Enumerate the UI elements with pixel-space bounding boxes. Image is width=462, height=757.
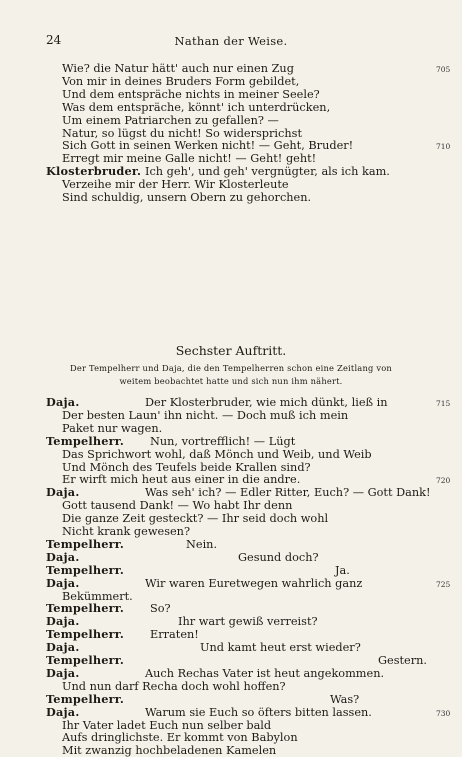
verse-line: Und nun darf Recha doch wohl hoffen? [62, 679, 286, 693]
speaker-name: Daja. [46, 614, 80, 629]
verse-line: Sind schuldig, unsern Obern zu gehorchen. [62, 191, 312, 204]
verse-line: Was dem entspräche, könnt' ich unterdrücken, [62, 100, 331, 114]
line-number: 705 [436, 65, 451, 74]
speaker-name: Daja. [46, 575, 80, 590]
verse-line: Um einem Patriarchen zu gefallen? — [62, 113, 279, 127]
speaker-name: Tempelherr. [46, 653, 125, 667]
speech-text: Auch Rechas Vater ist heut angekommen. [145, 666, 385, 680]
speech-text: So? [150, 602, 171, 616]
speaker-name: Daja. [46, 704, 80, 719]
speech-text: Gesund doch? [238, 550, 319, 564]
speaker-name: Tempelherr. [46, 433, 125, 448]
speech-text: Der Klosterbruder, wie mich dünkt, ließ in [145, 396, 388, 409]
verse-line: Und dem entspräche nichts in meiner Seele? [62, 87, 320, 101]
speech-text: Ja. [335, 563, 350, 577]
verse-line: Erregt mir meine Galle nicht! — Geht! geht! [62, 152, 317, 166]
verse-line: Mit zwanzig hochbeladenen Kamelen [62, 744, 277, 757]
scene-heading: Sechster Auftritt. [175, 343, 287, 358]
verse-line: Aufs dringlichste. Er kommt von Babylon [62, 731, 298, 745]
verse-line: Und Mönch des Teufels beide Krallen sind? [62, 460, 311, 474]
verse-line: Gott tausend Dank! — Wo habt Ihr denn [62, 499, 293, 513]
speech-text: Wir waren Euretwegen wahrlich ganz [145, 576, 363, 590]
speaker-name: Daja. [46, 549, 80, 564]
speech-text: Warum sie Euch so öfters bitten lassen. [145, 705, 372, 719]
speaker-name: Tempelherr. [46, 562, 125, 577]
page-number: 24 [46, 33, 62, 47]
verse-line: Verzeihe mir der Herr. Wir Klosterleute [62, 178, 289, 192]
speech-text: Erraten! [150, 628, 199, 642]
speaker-name: Tempelherr. [46, 601, 125, 616]
speaker-name: Klosterbruder. [46, 164, 142, 179]
speech-text: Nein. [186, 537, 218, 551]
verse-line: Das Sprichwort wohl, daß Mönch und Weib, und Weib [62, 447, 372, 461]
running-title: Nathan der Weise. [174, 34, 288, 48]
speech-text: Nun, vortrefflich! — Lügt [150, 434, 296, 448]
verse-line: Natur, so lügst du nicht! So widersprichst [62, 126, 302, 140]
line-number: 710 [436, 142, 451, 152]
line-number: 720 [436, 476, 451, 486]
verse-line: Ihr Vater ladet Euch nun selber bald [62, 718, 272, 732]
verse-line: Der besten Laun' ihn nicht. — Doch muß ich mein [62, 408, 349, 422]
verse-line: Die ganze Zeit gesteckt? — Ihr seid doch wohl [62, 512, 329, 526]
verse-line: Bekümmert. [62, 589, 133, 603]
speech-text: Gestern. [378, 654, 427, 667]
verse-line: Von mir in deines Bruders Form gebildet, [62, 74, 300, 88]
verse-line: Paket nur wagen. [62, 421, 163, 435]
speaker-name: Daja. [46, 485, 80, 500]
speech-text: Und kamt heut erst wieder? [200, 641, 361, 655]
stage-direction-line-1: Der Tempelherr und Daja, die den Tempelherren schon eine Zeitlang von [70, 363, 392, 373]
speech-text: Was seh' ich? — Edler Ritter, Euch? — Gott Dank! [145, 486, 431, 500]
speaker-name: Daja. [46, 665, 80, 680]
speech-text: Ihr wart gewiß verreist? [178, 615, 318, 629]
verse-line: Wie? die Natur hätt' auch nur einen Zug [62, 62, 294, 75]
speaker-name: Daja. [46, 395, 80, 409]
verse-line: Nicht krank gewesen? [62, 525, 191, 538]
speech-text: Was? [330, 692, 360, 706]
verse-line: Er wirft mich heut aus einer in die andre. [62, 473, 301, 487]
speaker-name: Tempelherr. [46, 691, 125, 706]
speaker-name: Tempelherr. [46, 627, 125, 642]
speech-text: Ich geh', und geh' vergnügter, als ich kam. [145, 165, 390, 179]
stage-direction-line-2: weitem beobachtet hatte und sich nun ihm nähert. [119, 376, 343, 386]
speaker-name: Daja. [46, 640, 80, 655]
line-number: 725 [436, 579, 451, 589]
line-number: 715 [436, 399, 451, 408]
verse-line: Sich Gott in seinen Werken nicht! — Geht, Bruder! [62, 139, 354, 153]
speaker-name: Tempelherr. [46, 536, 125, 551]
line-number: 730 [436, 708, 451, 718]
